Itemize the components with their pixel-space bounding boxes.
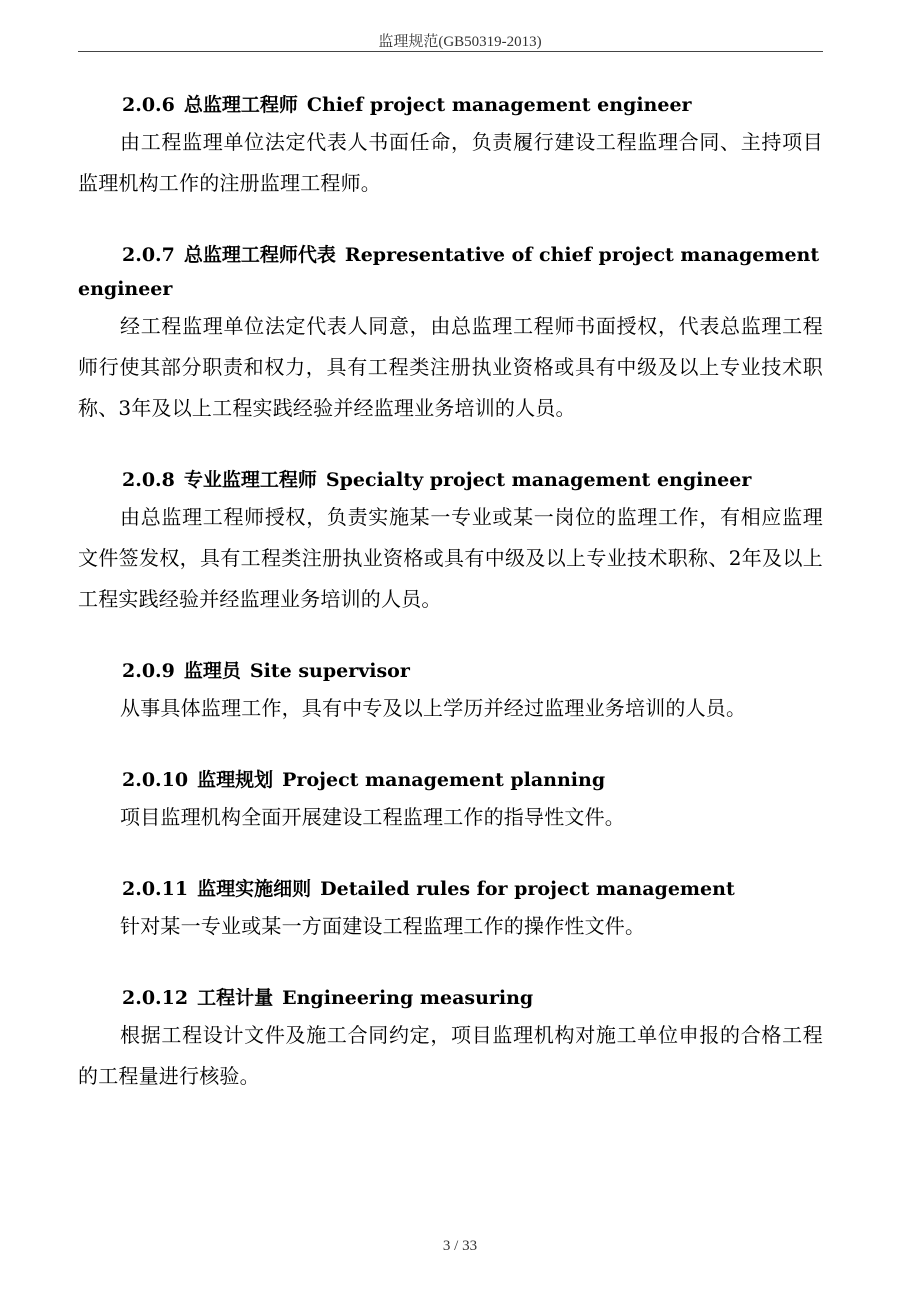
term-heading xyxy=(78,872,823,906)
term-name-zh: 总监理工程师代表 xyxy=(183,244,336,266)
term-heading xyxy=(78,981,823,1015)
term-name-zh: 总监理工程师 xyxy=(183,94,298,116)
term-number: 2.0.12 xyxy=(122,987,189,1009)
term-definition: 项目监理机构全面开展建设工程监理工作的指导性文件。 xyxy=(120,805,625,829)
term-heading xyxy=(78,763,823,797)
term-entry xyxy=(78,463,823,620)
term-name-zh: 专业监理工程师 xyxy=(183,469,317,491)
term-definition: 根据工程设计文件及施工合同约定，项目监理机构对施工单位申报的合格工程的工程量进行核验。 xyxy=(78,1023,823,1088)
term-number: 2.0.11 xyxy=(122,878,189,900)
term-entry xyxy=(78,872,823,947)
term-definition: 由总监理工程师授权，负责实施某一专业或某一岗位的监理工作，有相应监理文件签发权，具有工程类注册执业资格或具有中级及以上专业技术职称、2年及以上工程实践经验并经监理业务培训的人员。 xyxy=(78,505,823,611)
page-number-current: 3 xyxy=(442,1238,451,1254)
term-name-en: Chief project management engineer xyxy=(306,94,692,116)
page-footer xyxy=(0,1238,920,1255)
term-number: 2.0.10 xyxy=(122,769,189,791)
term-heading xyxy=(78,238,823,306)
term-heading xyxy=(78,88,823,122)
term-heading xyxy=(78,463,823,497)
term-entry xyxy=(78,88,823,204)
term-list xyxy=(78,88,823,1131)
term-entry xyxy=(78,763,823,838)
term-name-en: Representative of chief project management engineer xyxy=(78,244,820,300)
term-name-zh: 监理规划 xyxy=(197,769,274,791)
term-name-zh: 监理实施细则 xyxy=(197,878,312,900)
term-name-en: Engineering measuring xyxy=(282,987,534,1009)
term-name-en: Specialty project management engineer xyxy=(325,469,752,491)
term-name-zh: 工程计量 xyxy=(197,987,274,1009)
term-name-en: Detailed rules for project management xyxy=(320,878,735,900)
term-entry xyxy=(78,981,823,1097)
term-entry xyxy=(78,654,823,729)
term-definition: 经工程监理单位法定代表人同意，由总监理工程师书面授权，代表总监理工程师行使其部分职责和权力，具有工程类注册执业资格或具有中级及以上专业技术职称、3年及以上工程实践经验并经监理业务培训的人员。 xyxy=(78,314,823,420)
term-heading xyxy=(78,654,823,688)
term-number: 2.0.8 xyxy=(122,469,175,491)
header-divider xyxy=(78,51,823,52)
term-definition: 由工程监理单位法定代表人书面任命，负责履行建设工程监理合同、主持项目监理机构工作的注册监理工程师。 xyxy=(78,130,823,195)
term-number: 2.0.7 xyxy=(122,244,175,266)
term-definition: 针对某一专业或某一方面建设工程监理工作的操作性文件。 xyxy=(120,914,646,938)
page-number-separator: / xyxy=(450,1238,463,1254)
document-title: 监理规范(GB50319-2013) xyxy=(378,34,542,50)
page-number-total: 33 xyxy=(462,1238,478,1254)
term-name-en: Site supervisor xyxy=(249,660,410,682)
term-definition: 从事具体监理工作，具有中专及以上学历并经过监理业务培训的人员。 xyxy=(120,696,747,720)
page-header xyxy=(0,30,920,51)
term-name-zh: 监理员 xyxy=(183,660,241,682)
term-number: 2.0.6 xyxy=(122,94,175,116)
term-name-en: Project management planning xyxy=(282,769,606,791)
term-number: 2.0.9 xyxy=(122,660,175,682)
term-entry xyxy=(78,238,823,429)
